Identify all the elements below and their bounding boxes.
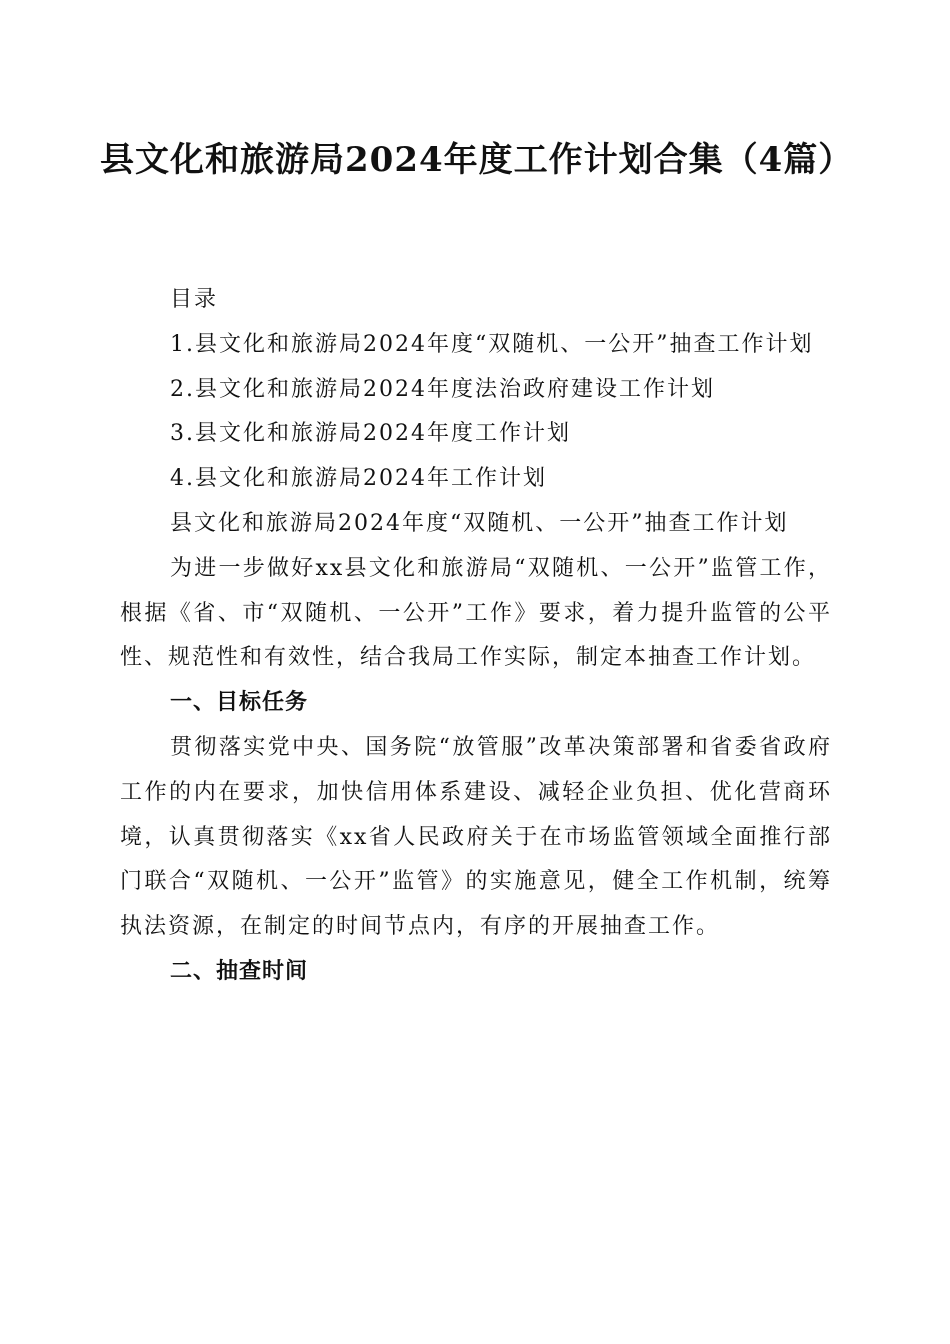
intro-paragraph: 为进一步做好xx县文化和旅游局“双随机、一公开”监管工作，根据《省、市“双随机、一公开”工作》要求，着力提升监管的公平性、规范性和有效性，结合我局工作实际，制定本抽查工作计划。 <box>120 555 832 671</box>
section-paragraph: 贯彻落实党中央、国务院“放管服”改革决策部署和省委省政府工作的内在要求，加快信用体系建设、减轻企业负担、优化营商环境，认真贯彻落实《xx省人民政府关于在市场监管领域全面推行部门联合“双随机、一公开”监管》的实施意见，健全工作机制，统筹执法资源，在制定的时间节点内，有序的开展抽查工作。 <box>120 734 832 940</box>
toc-item: 1.县文化和旅游局2024年度“双随机、一公开”抽查工作计划 <box>170 331 814 357</box>
section-heading: 二、抽查时间 <box>170 958 309 984</box>
toc-heading: 目录 <box>170 287 219 312</box>
document-body <box>120 278 832 995</box>
article-title: 县文化和旅游局2024年度“双随机、一公开”抽查工作计划 <box>170 510 789 536</box>
toc-item: 3.县文化和旅游局2024年度工作计划 <box>170 421 571 447</box>
section-heading: 一、目标任务 <box>170 690 309 716</box>
toc-item: 4.县文化和旅游局2024年工作计划 <box>170 466 547 492</box>
document-title: 县文化和旅游局2024年度工作计划合集（4篇） <box>100 140 854 180</box>
toc-item: 2.县文化和旅游局2024年度法治政府建设工作计划 <box>170 376 715 402</box>
